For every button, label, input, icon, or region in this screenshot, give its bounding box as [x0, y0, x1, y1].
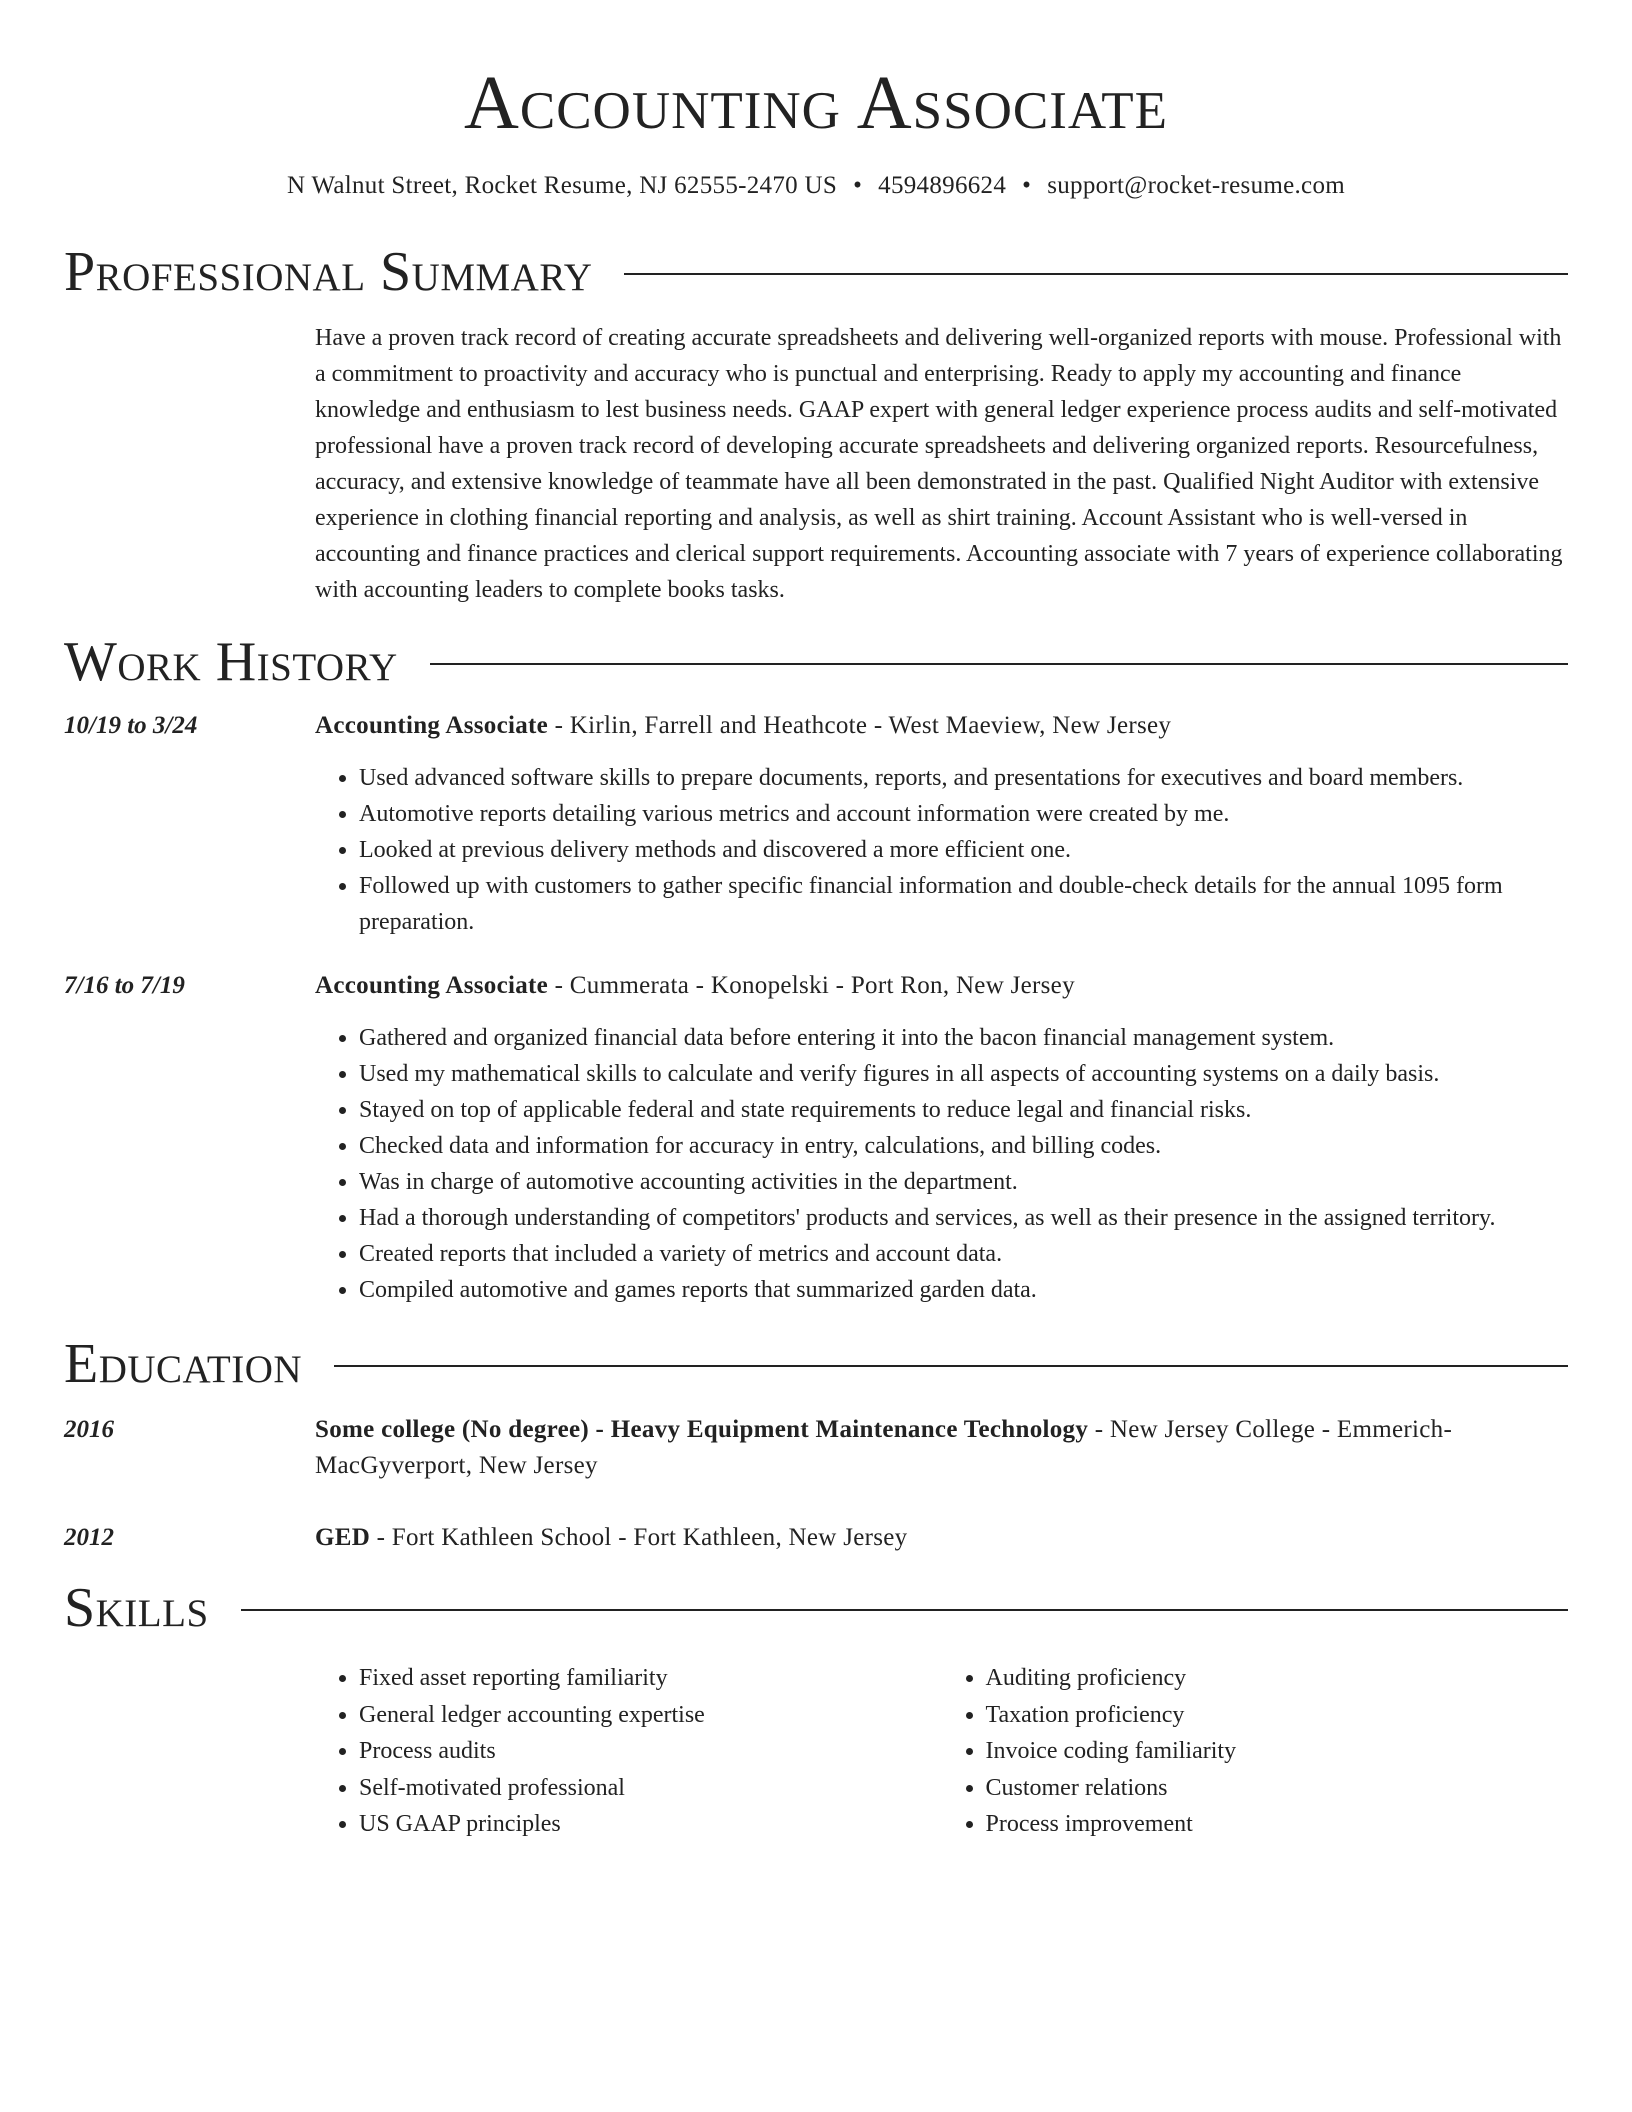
- section-heading: Work History: [64, 631, 398, 693]
- list-item: • Self-motivated professional: [359, 1770, 942, 1807]
- education-entry: [64, 1520, 1568, 1556]
- job-employer: - Kirlin, Farrell and Heathcote - West Maeview, New Jersey: [548, 712, 1172, 739]
- job-bullets: [315, 760, 1568, 940]
- section-heading: Education: [64, 1333, 303, 1395]
- section-skills: [64, 1556, 1568, 1843]
- skills-spacer: [64, 1660, 315, 1843]
- list-item: • Was in charge of automotive accounting activities in the department.: [359, 1164, 1568, 1200]
- job-title-line: [315, 968, 1568, 1004]
- job-title-line: [315, 708, 1568, 744]
- job-entry: [64, 968, 1568, 1308]
- list-item: • Checked data and information for accuracy in entry, calculations, and billing codes.: [359, 1128, 1568, 1164]
- section-header: [64, 1576, 1568, 1640]
- summary-body: [315, 320, 1568, 608]
- list-item: • Auditing proficiency: [986, 1660, 1569, 1697]
- job-bullets: [315, 1020, 1568, 1308]
- job-body: [315, 968, 1568, 1308]
- education-degree: GED: [315, 1524, 371, 1551]
- list-item: • Stayed on top of applicable federal and state requirements to reduce legal and financial risks.: [359, 1092, 1568, 1128]
- job-title: Accounting Associate: [315, 712, 549, 739]
- list-item: • Had a thorough understanding of competitors' products and services, as well as their presence in the assigned territory.: [359, 1200, 1568, 1236]
- education-year: 2012: [64, 1524, 114, 1551]
- contact-separator: •: [853, 172, 863, 199]
- list-item: • Compiled automotive and games reports that summarized garden data.: [359, 1272, 1568, 1308]
- contact-email[interactable]: support@rocket-resume.com: [1047, 172, 1345, 199]
- list-item: • Taxation proficiency: [986, 1697, 1569, 1734]
- list-item: • Invoice coding familiarity: [986, 1733, 1569, 1770]
- contact-address: N Walnut Street, Rocket Resume, NJ 62555-2470 US: [287, 172, 838, 199]
- education-entry: [64, 1412, 1568, 1484]
- job-entry: [64, 708, 1568, 940]
- section-heading: Skills: [64, 1577, 209, 1639]
- skills-list-left: [315, 1660, 942, 1843]
- section-divider: [241, 1609, 1568, 1611]
- list-item: • Fixed asset reporting familiarity: [359, 1660, 942, 1697]
- job-dates: 7/16 to 7/19: [64, 972, 185, 999]
- contact-line: [64, 170, 1568, 202]
- education-year: 2016: [64, 1416, 114, 1443]
- summary-text: Have a proven track record of creating accurate spreadsheets and delivering well-organized reports with mouse. Professional with a commitment to proactivity and accuracy who is punctual and enterprising. Ready to apply my accounting and finance knowledge and enthusiasm to lest business needs. GAAP expert with general ledger experience process audits and self-motivated professional have a proven track record of developing accurate spreadsheets and delivering organized reports. Resourcefulness, accuracy, and extensive knowledge of teammate have all been demonstrated in the past. Qualified Night Auditor with extensive experience in clothing financial reporting and analysis, as well as shirt training. Account Assistant who is well-versed in accounting and finance practices and clerical support requirements. Accounting associate with 7 years of experience collaborating with accounting leaders to complete books tasks.: [315, 325, 1563, 603]
- section-divider: [334, 1365, 1568, 1367]
- list-item: • Looked at previous delivery methods and discovered a more efficient one.: [359, 832, 1568, 868]
- list-item: • Process improvement: [986, 1806, 1569, 1843]
- list-item: • Created reports that included a variety of metrics and account data.: [359, 1236, 1568, 1272]
- section-divider: [624, 273, 1568, 275]
- section-header: [64, 1332, 1568, 1396]
- section-divider: [430, 663, 1568, 665]
- resume-title: Accounting Associate: [463, 61, 1169, 145]
- list-item: • Customer relations: [986, 1770, 1569, 1807]
- job-dates: 10/19 to 3/24: [64, 712, 198, 739]
- skills-grid: [315, 1660, 1568, 1843]
- list-item: • US GAAP principles: [359, 1806, 942, 1843]
- education-degree: Some college (No degree) - Heavy Equipment Maintenance Technology: [315, 1416, 1089, 1443]
- skills-row: [64, 1660, 1568, 1843]
- summary-row: [64, 320, 1568, 608]
- contact-separator: •: [1022, 172, 1032, 199]
- education-school: - New Jersey College - Emmerich-MacGyverport, New Jersey: [315, 1416, 1453, 1479]
- skills-list-right: [942, 1660, 1569, 1843]
- education-body: [315, 1520, 1568, 1556]
- section-heading: Professional Summary: [64, 241, 593, 303]
- job-title: Accounting Associate: [315, 972, 549, 999]
- education-school: - Fort Kathleen School - Fort Kathleen, New Jersey: [370, 1524, 908, 1551]
- list-item: • Automotive reports detailing various metrics and account information were created by me.: [359, 796, 1568, 832]
- education-body: [315, 1412, 1568, 1484]
- job-body: [315, 708, 1568, 940]
- summary-spacer: [64, 320, 315, 608]
- list-item: • Used advanced software skills to prepare documents, reports, and presentations for executives and board members.: [359, 760, 1568, 796]
- list-item: • Followed up with customers to gather specific financial information and double-check details for the annual 1095 form preparation.: [359, 868, 1568, 940]
- list-item: • Process audits: [359, 1733, 942, 1770]
- list-item: • General ledger accounting expertise: [359, 1697, 942, 1734]
- section-header: [64, 240, 1568, 304]
- section-education: [64, 1308, 1568, 1556]
- section-work-history: [64, 608, 1568, 1308]
- job-employer: - Cummerata - Konopelski - Port Ron, New Jersey: [548, 972, 1075, 999]
- list-item: • Used my mathematical skills to calculate and verify figures in all aspects of accounting systems on a daily basis.: [359, 1056, 1568, 1092]
- section-header: [64, 630, 1568, 694]
- section-professional-summary: [64, 202, 1568, 608]
- contact-phone: 4594896624: [878, 172, 1007, 199]
- list-item: • Gathered and organized financial data before entering it into the bacon financial management system.: [359, 1020, 1568, 1056]
